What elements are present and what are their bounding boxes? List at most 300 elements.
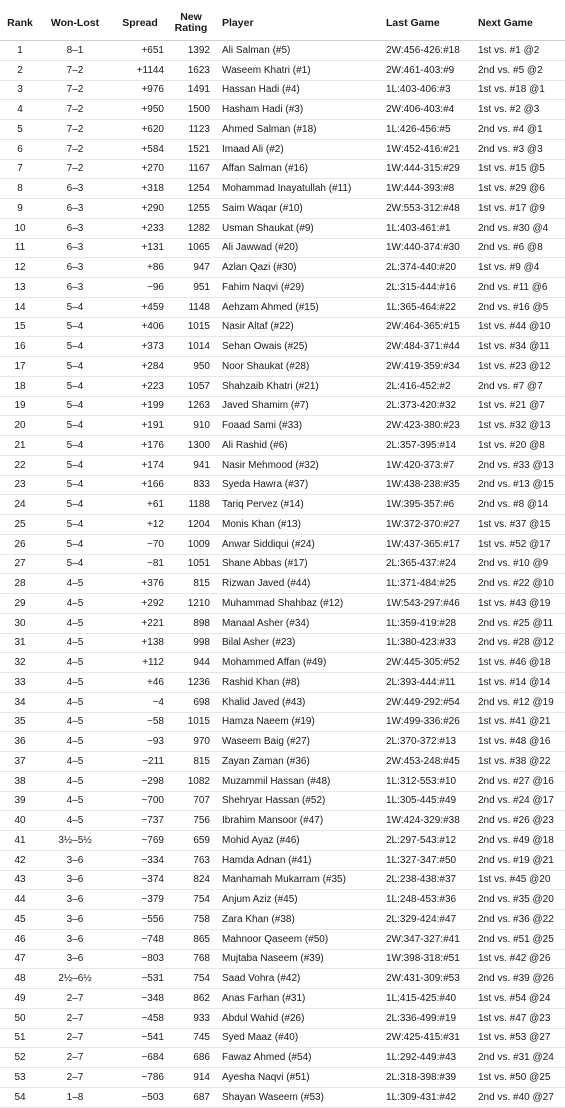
cell-last-game: 2W:553-312:#48 [386,199,478,219]
header-new-rating-line2: Rating [174,22,208,34]
cell-won-lost: 6–3 [40,218,110,238]
cell-next-game: 1st vs. #9 @4 [478,258,565,278]
cell-last-game: 1L:359-419:#28 [386,613,478,633]
cell-next-game: 1st vs. #48 @16 [478,732,565,752]
cell-last-game: 1L:365-464:#22 [386,297,478,317]
cell-won-lost: 4–5 [40,673,110,693]
cell-spread: +406 [110,317,164,337]
cell-new-rating: 1282 [164,218,212,238]
cell-player: Shehryar Hassan (#52) [212,791,386,811]
cell-spread: +61 [110,495,164,515]
cell-last-game: 2L:238-438:#37 [386,870,478,890]
table-row [0,929,565,949]
cell-last-game: 2L:374-440:#20 [386,258,478,278]
cell-last-game: 1L:403-406:#3 [386,80,478,100]
cell-spread: +290 [110,199,164,219]
cell-next-game: 1st vs. #50 @25 [478,1068,565,1088]
cell-next-game: 2nd vs. #26 @23 [478,811,565,831]
header-player: Player [212,6,386,41]
cell-rank: 33 [0,673,40,693]
cell-next-game: 1st vs. #21 @7 [478,396,565,416]
cell-rank: 5 [0,120,40,140]
cell-won-lost: 3½–5½ [40,831,110,851]
cell-rank: 41 [0,831,40,851]
cell-next-game: 1st vs. #46 @18 [478,653,565,673]
cell-rank: 7 [0,159,40,179]
cell-new-rating: 1500 [164,100,212,120]
cell-won-lost: 7–2 [40,159,110,179]
cell-player: Shahzaib Khatri (#21) [212,376,386,396]
header-new-rating-line1: New [180,11,202,23]
table-row [0,218,565,238]
cell-rank: 32 [0,653,40,673]
table-row [0,60,565,80]
cell-won-lost: 7–2 [40,139,110,159]
cell-next-game: 2nd vs. #51 @25 [478,929,565,949]
cell-player: Syeda Hawra (#37) [212,475,386,495]
header-new-rating [164,6,212,41]
cell-spread: −458 [110,1008,164,1028]
cell-spread: +373 [110,337,164,357]
cell-spread: −211 [110,752,164,772]
cell-new-rating: 914 [164,1068,212,1088]
cell-new-rating: 768 [164,949,212,969]
cell-spread: +166 [110,475,164,495]
cell-new-rating: 970 [164,732,212,752]
cell-last-game: 1W:440-374:#30 [386,238,478,258]
cell-next-game: 2nd vs. #22 @10 [478,574,565,594]
cell-player: Muhammad Shahbaz (#12) [212,594,386,614]
cell-next-game: 1st vs. #45 @20 [478,870,565,890]
cell-won-lost: 2–7 [40,1068,110,1088]
cell-next-game: 1st vs. #14 @14 [478,673,565,693]
cell-last-game: 1L:371-484:#25 [386,574,478,594]
cell-new-rating: 1082 [164,771,212,791]
cell-rank: 14 [0,297,40,317]
cell-last-game: 1L:312-553:#10 [386,771,478,791]
cell-new-rating: 933 [164,1008,212,1028]
table-row [0,41,565,61]
table-row [0,159,565,179]
table-row [0,436,565,456]
cell-last-game: 2W:431-309:#53 [386,969,478,989]
cell-next-game: 2nd vs. #28 @12 [478,633,565,653]
cell-won-lost: 5–4 [40,515,110,535]
cell-won-lost: 4–5 [40,613,110,633]
table-row [0,653,565,673]
cell-next-game: 1st vs. #42 @26 [478,949,565,969]
cell-rank: 9 [0,199,40,219]
cell-last-game: 1L:292-449:#43 [386,1048,478,1068]
cell-new-rating: 659 [164,831,212,851]
cell-won-lost: 3–6 [40,910,110,930]
cell-last-game: 2L:416-452:#2 [386,376,478,396]
cell-player: Saad Vohra (#42) [212,969,386,989]
table-row [0,258,565,278]
cell-rank: 44 [0,890,40,910]
table-header [0,6,565,41]
cell-spread: +174 [110,455,164,475]
cell-won-lost: 5–4 [40,337,110,357]
table-row [0,139,565,159]
header-last-game: Last Game [386,6,478,41]
cell-next-game: 2nd vs. #31 @24 [478,1048,565,1068]
cell-last-game: 2W:406-403:#4 [386,100,478,120]
table-row [0,357,565,377]
cell-new-rating: 824 [164,870,212,890]
table-row [0,337,565,357]
cell-won-lost: 7–2 [40,120,110,140]
cell-spread: +131 [110,238,164,258]
cell-won-lost: 4–5 [40,791,110,811]
cell-spread: −700 [110,791,164,811]
cell-rank: 43 [0,870,40,890]
cell-spread: −334 [110,850,164,870]
table-row [0,989,565,1009]
cell-new-rating: 745 [164,1028,212,1048]
header-rank: Rank [0,6,40,41]
cell-won-lost: 3–6 [40,949,110,969]
cell-won-lost: 5–4 [40,297,110,317]
cell-won-lost: 4–5 [40,771,110,791]
cell-spread: +459 [110,297,164,317]
cell-spread: −58 [110,712,164,732]
cell-spread: +191 [110,416,164,436]
cell-next-game: 1st vs. #47 @23 [478,1008,565,1028]
table-row [0,199,565,219]
cell-won-lost: 7–2 [40,80,110,100]
cell-spread: −556 [110,910,164,930]
cell-new-rating: 1254 [164,179,212,199]
cell-spread: +233 [110,218,164,238]
cell-spread: +270 [110,159,164,179]
cell-rank: 24 [0,495,40,515]
cell-new-rating: 1236 [164,673,212,693]
table-row [0,949,565,969]
cell-last-game: 2W:464-365:#15 [386,317,478,337]
table-row [0,850,565,870]
cell-new-rating: 1123 [164,120,212,140]
cell-next-game: 1st vs. #41 @21 [478,712,565,732]
cell-new-rating: 758 [164,910,212,930]
cell-rank: 23 [0,475,40,495]
cell-spread: +950 [110,100,164,120]
cell-last-game: 2W:445-305:#52 [386,653,478,673]
cell-next-game: 2nd vs. #36 @22 [478,910,565,930]
cell-won-lost: 4–5 [40,653,110,673]
cell-player: Fahim Naqvi (#29) [212,278,386,298]
cell-rank: 31 [0,633,40,653]
table-row [0,673,565,693]
cell-spread: +12 [110,515,164,535]
table-row [0,752,565,772]
cell-new-rating: 1014 [164,337,212,357]
cell-rank: 11 [0,238,40,258]
cell-new-rating: 910 [164,416,212,436]
cell-last-game: 1L:327-347:#50 [386,850,478,870]
cell-rank: 8 [0,179,40,199]
table-row [0,692,565,712]
cell-rank: 22 [0,455,40,475]
cell-next-game: 2nd vs. #13 @15 [478,475,565,495]
cell-won-lost: 2–7 [40,989,110,1009]
cell-new-rating: 1015 [164,712,212,732]
table-row [0,594,565,614]
cell-last-game: 2W:449-292:#54 [386,692,478,712]
table-row [0,278,565,298]
cell-won-lost: 4–5 [40,732,110,752]
cell-rank: 19 [0,396,40,416]
cell-won-lost: 5–4 [40,376,110,396]
cell-rank: 17 [0,357,40,377]
cell-new-rating: 865 [164,929,212,949]
cell-last-game: 1W:424-329:#38 [386,811,478,831]
cell-next-game: 2nd vs. #49 @18 [478,831,565,851]
cell-spread: −4 [110,692,164,712]
cell-last-game: 1W:398-318:#51 [386,949,478,969]
cell-spread: −70 [110,534,164,554]
cell-last-game: 1W:444-315:#29 [386,159,478,179]
cell-last-game: 2L:357-395:#14 [386,436,478,456]
cell-player: Hamza Naeem (#19) [212,712,386,732]
cell-won-lost: 3–6 [40,870,110,890]
cell-next-game: 2nd vs. #8 @14 [478,495,565,515]
cell-player: Abdul Wahid (#26) [212,1008,386,1028]
cell-new-rating: 756 [164,811,212,831]
cell-new-rating: 815 [164,752,212,772]
cell-player: Manhamah Mukarram (#35) [212,870,386,890]
cell-won-lost: 2–7 [40,1008,110,1028]
cell-player: Rashid Khan (#8) [212,673,386,693]
cell-next-game: 2nd vs. #7 @7 [478,376,565,396]
cell-new-rating: 1167 [164,159,212,179]
cell-won-lost: 5–4 [40,396,110,416]
cell-last-game: 1L:305-445:#49 [386,791,478,811]
cell-rank: 4 [0,100,40,120]
cell-new-rating: 833 [164,475,212,495]
cell-next-game: 1st vs. #38 @22 [478,752,565,772]
cell-next-game: 1st vs. #18 @1 [478,80,565,100]
cell-spread: −379 [110,890,164,910]
cell-player: Ali Rashid (#6) [212,436,386,456]
cell-rank: 46 [0,929,40,949]
cell-player: Anjum Aziz (#45) [212,890,386,910]
cell-rank: 54 [0,1087,40,1107]
cell-player: Khalid Javed (#43) [212,692,386,712]
cell-rank: 49 [0,989,40,1009]
table-row [0,1028,565,1048]
cell-next-game: 2nd vs. #33 @13 [478,455,565,475]
cell-spread: −803 [110,949,164,969]
cell-last-game: 2L:365-437:#24 [386,554,478,574]
cell-new-rating: 1623 [164,60,212,80]
cell-spread: −298 [110,771,164,791]
cell-next-game: 2nd vs. #19 @21 [478,850,565,870]
cell-spread: +176 [110,436,164,456]
table-row [0,712,565,732]
table-row [0,1087,565,1107]
cell-last-game: 1L:415-425:#40 [386,989,478,1009]
cell-next-game: 2nd vs. #5 @2 [478,60,565,80]
cell-spread: +620 [110,120,164,140]
cell-rank: 34 [0,692,40,712]
cell-next-game: 1st vs. #37 @15 [478,515,565,535]
cell-player: Nasir Mehmood (#32) [212,455,386,475]
cell-spread: +651 [110,41,164,61]
cell-new-rating: 815 [164,574,212,594]
cell-next-game: 1st vs. #15 @5 [478,159,565,179]
cell-rank: 51 [0,1028,40,1048]
table-row [0,791,565,811]
cell-spread: −503 [110,1087,164,1107]
cell-player: Manaal Asher (#34) [212,613,386,633]
cell-last-game: 2W:347-327:#41 [386,929,478,949]
cell-won-lost: 6–3 [40,199,110,219]
cell-player: Shayan Waseem (#53) [212,1087,386,1107]
cell-spread: −684 [110,1048,164,1068]
cell-rank: 18 [0,376,40,396]
cell-rank: 38 [0,771,40,791]
cell-spread: +976 [110,80,164,100]
cell-last-game: 1L:403-461:#1 [386,218,478,238]
cell-player: Noor Shaukat (#28) [212,357,386,377]
cell-last-game: 2W:453-248:#45 [386,752,478,772]
cell-new-rating: 1204 [164,515,212,535]
cell-player: Sehan Owais (#25) [212,337,386,357]
cell-new-rating: 1009 [164,534,212,554]
cell-rank: 20 [0,416,40,436]
cell-new-rating: 947 [164,258,212,278]
cell-last-game: 2W:484-371:#44 [386,337,478,357]
table-row [0,455,565,475]
table-row [0,100,565,120]
cell-won-lost: 3–6 [40,929,110,949]
cell-won-lost: 6–3 [40,179,110,199]
table-row [0,80,565,100]
cell-rank: 12 [0,258,40,278]
table-row [0,179,565,199]
cell-new-rating: 687 [164,1087,212,1107]
table-row [0,890,565,910]
cell-next-game: 1st vs. #32 @13 [478,416,565,436]
cell-spread: −96 [110,278,164,298]
cell-new-rating: 686 [164,1048,212,1068]
cell-won-lost: 4–5 [40,712,110,732]
cell-next-game: 1st vs. #20 @8 [478,436,565,456]
cell-rank: 50 [0,1008,40,1028]
cell-player: Mujtaba Naseem (#39) [212,949,386,969]
cell-next-game: 1st vs. #44 @10 [478,317,565,337]
table-row [0,811,565,831]
table-row [0,554,565,574]
cell-spread: −93 [110,732,164,752]
cell-rank: 29 [0,594,40,614]
cell-new-rating: 1015 [164,317,212,337]
cell-won-lost: 5–4 [40,416,110,436]
cell-spread: −786 [110,1068,164,1088]
cell-next-game: 1st vs. #34 @11 [478,337,565,357]
cell-player: Ayesha Naqvi (#51) [212,1068,386,1088]
cell-last-game: 2L:393-444:#11 [386,673,478,693]
cell-rank: 52 [0,1048,40,1068]
table-row [0,317,565,337]
cell-rank: 21 [0,436,40,456]
cell-player: Ali Salman (#5) [212,41,386,61]
cell-last-game: 2W:423-380:#23 [386,416,478,436]
cell-next-game: 2nd vs. #4 @1 [478,120,565,140]
cell-rank: 48 [0,969,40,989]
cell-last-game: 2L:370-372:#13 [386,732,478,752]
cell-new-rating: 1521 [164,139,212,159]
table-row [0,633,565,653]
cell-rank: 45 [0,910,40,930]
table-row [0,732,565,752]
cell-player: Anwar Siddiqui (#24) [212,534,386,554]
cell-new-rating: 1210 [164,594,212,614]
cell-player: Zara Khan (#38) [212,910,386,930]
cell-next-game: 2nd vs. #12 @19 [478,692,565,712]
cell-last-game: 2W:456-426:#18 [386,41,478,61]
cell-rank: 53 [0,1068,40,1088]
cell-next-game: 1st vs. #1 @2 [478,41,565,61]
cell-spread: −81 [110,554,164,574]
cell-rank: 39 [0,791,40,811]
cell-player: Foaad Sami (#33) [212,416,386,436]
cell-player: Waseem Khatri (#1) [212,60,386,80]
cell-spread: +199 [110,396,164,416]
cell-new-rating: 763 [164,850,212,870]
cell-next-game: 2nd vs. #39 @26 [478,969,565,989]
standings-table [0,6,565,1108]
table-row [0,574,565,594]
table-row [0,396,565,416]
cell-spread: +86 [110,258,164,278]
cell-player: Hamda Adnan (#41) [212,850,386,870]
cell-new-rating: 998 [164,633,212,653]
cell-next-game: 2nd vs. #16 @5 [478,297,565,317]
header-spread: Spread [110,6,164,41]
cell-won-lost: 3–6 [40,890,110,910]
table-row [0,969,565,989]
cell-won-lost: 5–4 [40,357,110,377]
cell-last-game: 1W:438-238:#35 [386,475,478,495]
cell-last-game: 2W:425-415:#31 [386,1028,478,1048]
cell-next-game: 2nd vs. #6 @8 [478,238,565,258]
table-row [0,495,565,515]
cell-player: Zayan Zaman (#36) [212,752,386,772]
cell-spread: −748 [110,929,164,949]
cell-won-lost: 4–5 [40,574,110,594]
cell-player: Azlan Qazi (#30) [212,258,386,278]
cell-won-lost: 5–4 [40,455,110,475]
table-row [0,870,565,890]
cell-player: Syed Maaz (#40) [212,1028,386,1048]
cell-won-lost: 5–4 [40,436,110,456]
cell-new-rating: 950 [164,357,212,377]
table-body [0,41,565,1108]
cell-player: Ibrahim Mansoor (#47) [212,811,386,831]
cell-next-game: 2nd vs. #24 @17 [478,791,565,811]
cell-next-game: 1st vs. #43 @19 [478,594,565,614]
cell-rank: 27 [0,554,40,574]
cell-next-game: 2nd vs. #10 @9 [478,554,565,574]
cell-last-game: 2W:419-359:#34 [386,357,478,377]
cell-player: Javed Shamim (#7) [212,396,386,416]
cell-next-game: 1st vs. #54 @24 [478,989,565,1009]
cell-won-lost: 7–2 [40,60,110,80]
cell-won-lost: 7–2 [40,100,110,120]
cell-next-game: 1st vs. #29 @6 [478,179,565,199]
